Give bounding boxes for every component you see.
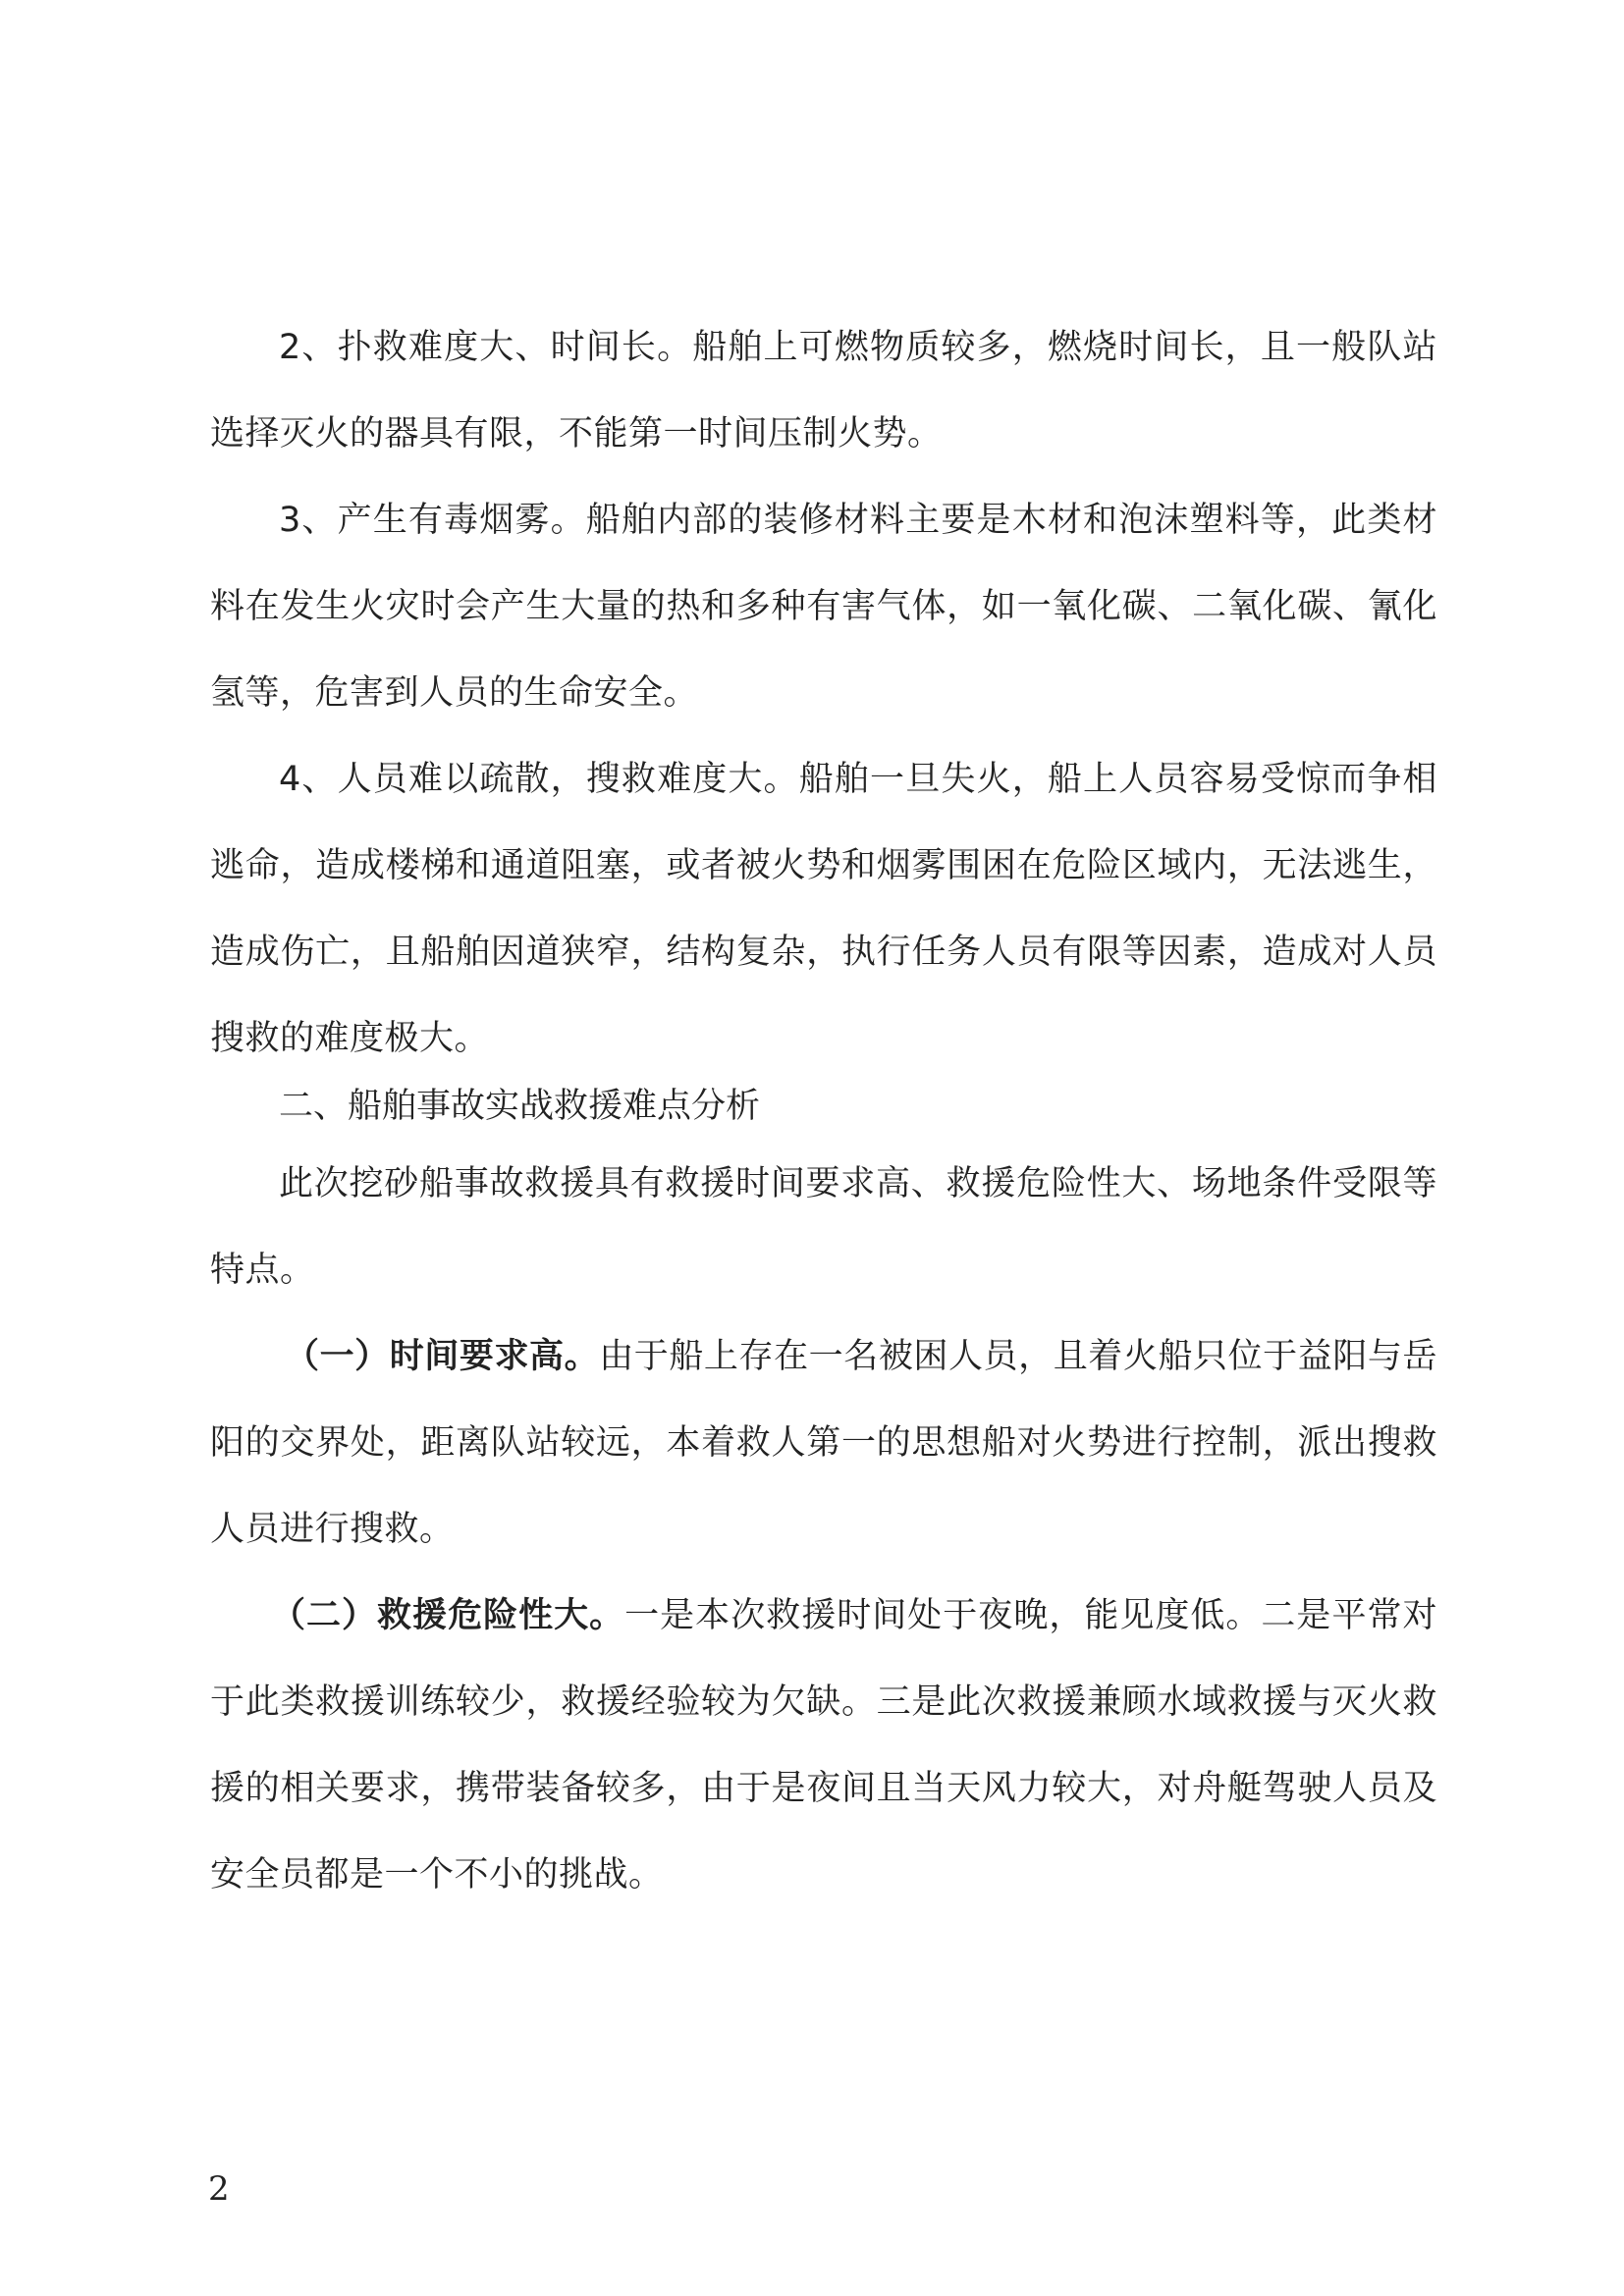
paragraph-toxic-smoke: 3、产生有毒烟雾。船舶内部的装修材料主要是木材和泡沫塑料等，此类材料在发生火灾时会产生大量的热和多种有害气体，如一氧化碳、二氧化碳、氰化氢等，危害到人员的生命安全。 — [210, 501, 1437, 713]
paragraph-time-requirement — [210, 1313, 1437, 1573]
paragraph-danger — [210, 1573, 1437, 1918]
paragraph-time-requirement-text: 由于船上存在一名被困人员，且着火船只位于益阳与岳阳的交界处，距离队站较远，本着救人第一的思想船对火势进行控制，派出搜救人员进行搜救。 — [210, 1337, 1437, 1549]
paragraph-evacuation: 4、人员难以疏散，搜救难度大。船舶一旦失火，船上人员容易受惊而争相逃命，造成楼梯和通道阻塞，或者被火势和烟雾围困在危险区域内，无法逃生，造成伤亡，且船舶因道狭窄，结构复杂，执行任务人员有限等因素，造成对人员搜救的难度极大。 — [210, 760, 1437, 1058]
document-body — [210, 304, 1437, 1918]
paragraph-intro: 此次挖砂船事故救援具有救援时间要求高、救援危险性大、场地条件受限等特点。 — [210, 1164, 1437, 1290]
page-number: 2 — [208, 2169, 230, 2209]
paragraph-danger-text: 一是本次救援时间处于夜晚，能见度低。二是平常对于此类救援训练较少，救援经验较为欠缺。三是此次救援兼顾水域救援与灭火救援的相关要求，携带装备较多，由于是夜间且当天风力较大，对舟艇驾驶人员及安全员都是一个不小的挑战。 — [210, 1596, 1437, 1895]
subheading-time-requirement: （一）时间要求高。 — [285, 1337, 600, 1376]
section-heading: 二、船舶事故实战救援难点分析 — [279, 1087, 761, 1126]
paragraph-extinguish-difficulty: 2、扑救难度大、时间长。船舶上可燃物质较多，燃烧时间长，且一般队站选择灭火的器具有限，不能第一时间压制火势。 — [210, 328, 1437, 454]
subheading-danger: （二）救援危险性大。 — [271, 1596, 625, 1635]
